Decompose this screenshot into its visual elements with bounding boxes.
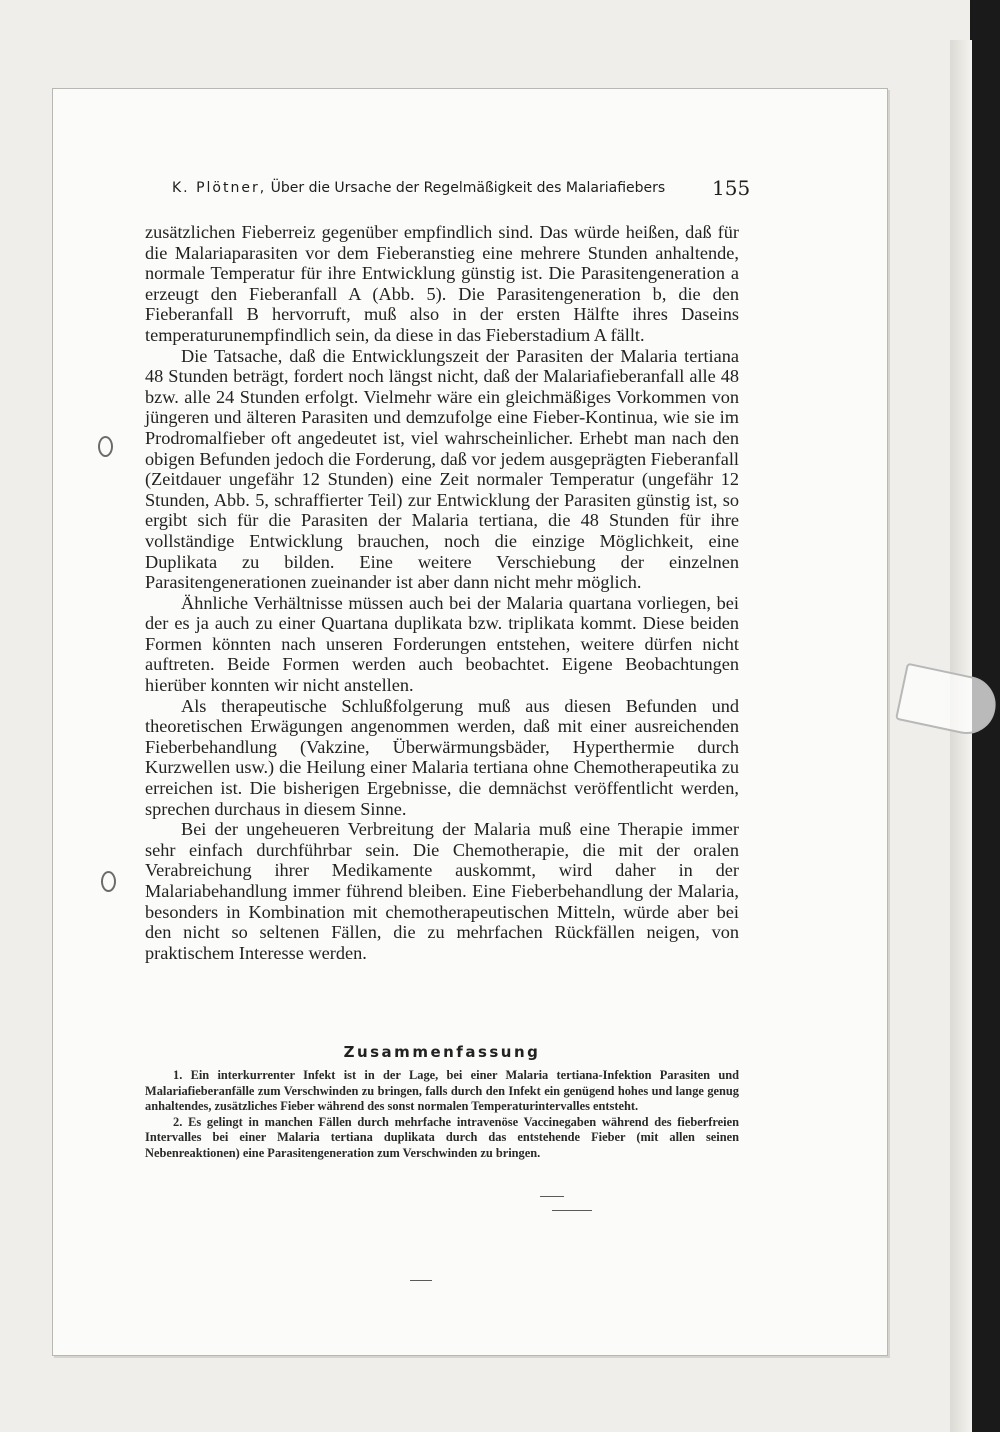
body-text bbox=[145, 222, 739, 963]
summary-list bbox=[145, 1068, 739, 1162]
summary-item: 1. Ein interkurrenter Infekt ist in der Lage, bei einer Malaria tertiana-Infektion Parasiten und Malariafieberanfälle zum Verschwinden zu bringen, falls durch den Infekt ein genügend hohes und lange genug anhaltendes, zusätzliches Fieber während des sonst normalen Temperaturintervalles entsteht. bbox=[145, 1068, 739, 1114]
paragraph: Bei der ungeheueren Verbreitung der Malaria muß eine Therapie immer sehr einfach durchführbar sein. Die Chemotherapie, die mit der oralen Verabreichung ihrer Medikamente auskommt, wird daher in der Malariabehandlung immer führend bleiben. Eine Fieberbehandlung der Malaria, besonders in Kombination mit chemotherapeutischen Mitteln, würde aber bei den nicht so seltenen Fällen, die zu mehrfachen Rückfällen neigen, von praktischem Interesse werden. bbox=[145, 819, 739, 963]
paragraph: zusätzlichen Fieberreiz gegenüber empfindlich sind. Das würde heißen, daß für die Malariaparasiten vor dem Fieberanstieg eine mehrere Stunden anhaltende, normale Temperatur für ihre Entwicklung günstig ist. Die Parasitengeneration a erzeugt den Fieberanfall A (Abb. 5). Die Parasitengeneration b, die den Fieberanfall B hervorruft, muß also in der ersten Hälfte ihres Daseins temperaturunempfindlich sein, da diese in das Fieberstadium A fällt. bbox=[145, 222, 739, 345]
paragraph: Als therapeutische Schlußfolgerung muß aus diesen Befunden und theoretischen Erwägungen angenommen werden, daß mit einer ausreichenden Fieberbehandlung (Vakzine, Überwärmungsbäder, Hyperthermie durch Kurzwellen usw.) die Heilung einer Malaria tertiana ohne Chemotherapeutika zu erreichen ist. Die bisherigen Ergebnisse, die demnächst veröffentlicht werden, sprechen durchaus in diesem Sinne. bbox=[145, 695, 739, 819]
scan-page-edge bbox=[950, 40, 972, 1432]
summary-heading: Zusammenfassung bbox=[343, 1043, 541, 1061]
ink-smudge bbox=[410, 1280, 432, 1281]
ink-smudge bbox=[552, 1210, 592, 1211]
running-header bbox=[172, 176, 772, 200]
page-number: 155 bbox=[712, 176, 751, 200]
punch-hole-icon bbox=[98, 436, 113, 457]
summary-item: 2. Es gelingt in manchen Fällen durch mehrfache intravenöse Vaccinegaben während des fieberfreien Intervalles bei einer Malaria tertiana duplikata durch das entstehende Fieber (mit allen seinen Nebenreaktionen) eine Parasitengeneration zum Verschwinden zu bringen. bbox=[145, 1114, 739, 1160]
paragraph: Die Tatsache, daß die Entwicklungszeit der Parasiten der Malaria tertiana 48 Stunden beträgt, fordert noch längst nicht, daß der Malariafieberanfall alle 48 bzw. alle 24 Stunden erfolgt. Vielmehr wäre ein gleichmäßiges Vorkommen von jüngeren und älteren Parasiten und demzufolge eine Fieber-Kontinua, wie sie im Prodromalfieber oft angedeutet ist, viel wahrscheinlicher. Erhebt man nach den obigen Befunden jedoch die Forderung, daß vor jedem ausgeprägten Fieberanfall (Zeitdauer ungefähr 12 Stunden) eine Zeit normaler Temperatur (ungefähr 12 Stunden, Abb. 5, schraffierter Teil) zur Entwicklung der Parasiten günstig ist, so ergibt sich für die Parasiten der Malaria tertiana, die 48 Stunden für ihre vollständige Entwicklung brauchen, noch die einzige Möglichkeit, eine Duplikata zu bilden. Eine weitere Verschiebung der einzelnen Parasitengenerationen zueinander ist aber dann nicht mehr möglich. bbox=[145, 345, 739, 593]
paragraph: Ähnliche Verhältnisse müssen auch bei der Malaria quartana vorliegen, bei der es ja auch zu einer Quartana duplikata bzw. triplikata kommt. Diese beiden Formen könnten nach unseren Forderungen entstehen, weitere dürfen nicht auftreten. Beide Formen werden auch beobachtet. Eigene Beobachtungen hierüber konnten wir nicht anstellen. bbox=[145, 592, 739, 696]
punch-hole-icon bbox=[101, 871, 116, 892]
ink-smudge bbox=[540, 1196, 564, 1197]
header-title: Über die Ursache der Regelmäßigkeit des Malariafiebers bbox=[270, 180, 666, 196]
header-author: K. Plötner, bbox=[172, 180, 267, 196]
